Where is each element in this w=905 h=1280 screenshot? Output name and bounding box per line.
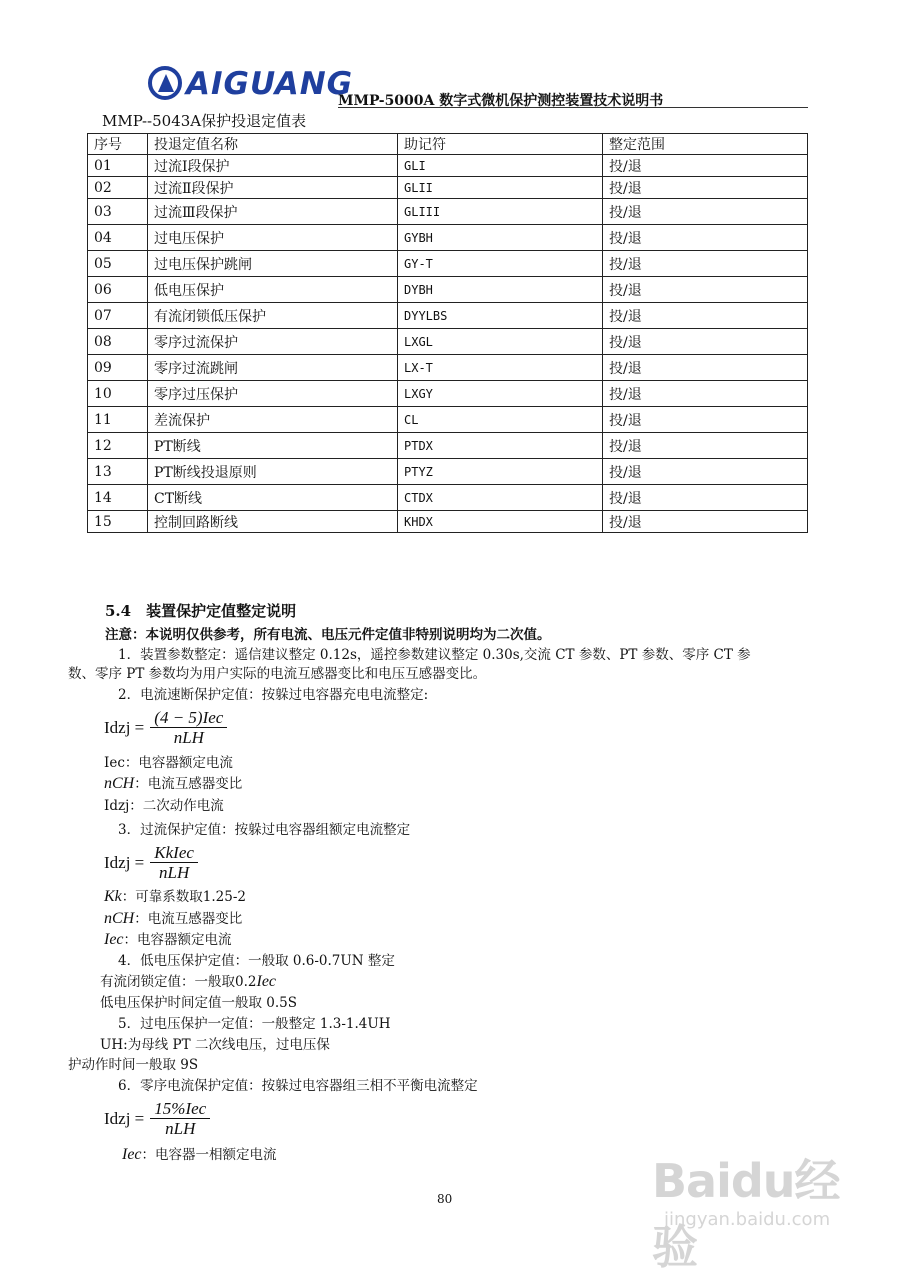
table-title: MMP--5043A保护投退定值表 <box>102 112 307 130</box>
cell-no: 13 <box>88 459 148 485</box>
cell-range: 投/退 <box>603 277 808 303</box>
table-header-row <box>88 134 808 155</box>
cell-no: 09 <box>88 355 148 381</box>
table-row <box>88 329 808 355</box>
cell-code: GLIII <box>398 199 603 225</box>
paragraph-2: 2．电流速断保护定值：按躲过电容器充电电流整定: <box>118 687 429 703</box>
cell-code: DYYLBS <box>398 303 603 329</box>
formula-numerator: 15%Iec <box>150 1099 210 1119</box>
column-header: 投退定值名称 <box>148 134 398 155</box>
table-row <box>88 485 808 511</box>
column-header: 助记符 <box>398 134 603 155</box>
formula-lhs: Idzj = <box>104 717 145 737</box>
table-row <box>88 225 808 251</box>
formula-lhs: Idzj = <box>104 852 145 872</box>
cell-name: 有流闭锁低压保护 <box>148 303 398 329</box>
paragraph-5: 5．过电压保护一定值：一般整定 1.3-1.4UH <box>118 1016 391 1032</box>
cell-no: 05 <box>88 251 148 277</box>
definition-kk: Kk：可靠系数取1.25-2 <box>104 888 246 905</box>
cell-no: 07 <box>88 303 148 329</box>
cell-name: 差流保护 <box>148 407 398 433</box>
cell-no: 02 <box>88 177 148 199</box>
cell-code: DYBH <box>398 277 603 303</box>
cell-no: 12 <box>88 433 148 459</box>
cell-name: CT断线 <box>148 485 398 511</box>
paragraph-3: 3．过流保护定值：按躲过电容器组额定电流整定 <box>118 822 411 838</box>
column-header: 序号 <box>88 134 148 155</box>
table-row <box>88 155 808 177</box>
cell-code: KHDX <box>398 511 603 533</box>
cell-name: 零序过压保护 <box>148 381 398 407</box>
definition-iec: Iec：电容器额定电流 <box>104 755 233 771</box>
section-heading: 5.4 装置保护定值整定说明 <box>105 602 297 620</box>
cell-code: LX-T <box>398 355 603 381</box>
protection-switch-table <box>87 133 808 533</box>
cell-range: 投/退 <box>603 511 808 533</box>
cell-code: LXGL <box>398 329 603 355</box>
cell-name: 零序过流跳闸 <box>148 355 398 381</box>
definition-idzj: Idzj：二次动作电流 <box>104 798 224 814</box>
logo-emblem-icon <box>148 66 182 100</box>
cell-no: 04 <box>88 225 148 251</box>
company-logo <box>148 66 354 106</box>
cell-name: 过流Ⅱ段保护 <box>148 177 398 199</box>
cell-code: GY-T <box>398 251 603 277</box>
cell-range: 投/退 <box>603 407 808 433</box>
header-divider <box>338 107 808 108</box>
table-row <box>88 407 808 433</box>
cell-no: 01 <box>88 155 148 177</box>
watermark-brand: Baidu经验 <box>652 1154 840 1274</box>
paragraph-4-line-2: 有流闭锁定值：一般取0.2Iec <box>100 973 277 990</box>
document-title: MMP-5000A 数字式微机保护测控装置技术说明书 <box>338 93 664 109</box>
paragraph-4-line-3: 低电压保护时间定值一般取 0.5S <box>100 995 298 1011</box>
cell-name: 零序过流保护 <box>148 329 398 355</box>
table-row <box>88 277 808 303</box>
cell-code: CL <box>398 407 603 433</box>
cell-code: LXGY <box>398 381 603 407</box>
cell-code: PTYZ <box>398 459 603 485</box>
cell-name: 过流Ⅰ段保护 <box>148 155 398 177</box>
definition-iec-phase: Iec：电容器一相额定电流 <box>122 1146 277 1163</box>
cell-name: 控制回路断线 <box>148 511 398 533</box>
paragraph-4: 4．低电压保护定值：一般取 0.6-0.7UN 整定 <box>118 953 395 969</box>
cell-code: GYBH <box>398 225 603 251</box>
cell-range: 投/退 <box>603 251 808 277</box>
cell-code: GLII <box>398 177 603 199</box>
cell-name: 低电压保护 <box>148 277 398 303</box>
table-row <box>88 433 808 459</box>
cell-range: 投/退 <box>603 177 808 199</box>
cell-range: 投/退 <box>603 355 808 381</box>
cell-range: 投/退 <box>603 225 808 251</box>
table-row <box>88 459 808 485</box>
formula-lhs: Idzj = <box>104 1108 145 1128</box>
cell-range: 投/退 <box>603 329 808 355</box>
paragraph-5-line-2: UH:为母线 PT 二次线电压，过电压保 <box>100 1037 330 1053</box>
column-header: 整定范围 <box>603 134 808 155</box>
cell-code: CTDX <box>398 485 603 511</box>
table-row <box>88 355 808 381</box>
cell-no: 15 <box>88 511 148 533</box>
watermark <box>652 1145 877 1274</box>
cell-no: 14 <box>88 485 148 511</box>
logo-text: AIGUANG <box>186 66 354 102</box>
formula-numerator: KkIec <box>150 843 198 863</box>
paragraph-6: 6．零序电流保护定值：按躲过电容器组三相不平衡电流整定 <box>118 1078 478 1094</box>
definition-iec: Iec：电容器额定电流 <box>104 931 232 948</box>
definition-nch: nCH：电流互感器变比 <box>104 910 243 927</box>
cell-range: 投/退 <box>603 199 808 225</box>
watermark-url: jingyan.baidu.com <box>664 1209 831 1230</box>
table-row <box>88 177 808 199</box>
table-row <box>88 251 808 277</box>
cell-no: 11 <box>88 407 148 433</box>
paragraph-1-line-1: 1．装置参数整定：遥信建议整定 0.12s，遥控参数建议整定 0.30s,交流 CT 参数、PT 参数、零序 CT 参 <box>118 647 751 663</box>
paragraph-5-line-3: 护动作时间一般取 9S <box>68 1057 199 1073</box>
formula-instant-overcurrent <box>104 708 227 747</box>
cell-no: 10 <box>88 381 148 407</box>
formula-zero-sequence <box>104 1099 210 1138</box>
cell-range: 投/退 <box>603 433 808 459</box>
cell-no: 08 <box>88 329 148 355</box>
cell-name: 过电压保护 <box>148 225 398 251</box>
cell-name: 过流Ⅲ段保护 <box>148 199 398 225</box>
cell-code: PTDX <box>398 433 603 459</box>
formula-denominator: nLH <box>173 728 204 747</box>
table-row <box>88 511 808 533</box>
note-text: 注意：本说明仅供参考，所有电流、电压元件定值非特别说明均为二次值。 <box>105 627 551 643</box>
cell-range: 投/退 <box>603 155 808 177</box>
cell-code: GLI <box>398 155 603 177</box>
formula-overcurrent <box>104 843 198 882</box>
formula-denominator: nLH <box>158 863 190 882</box>
cell-name: PT断线 <box>148 433 398 459</box>
cell-range: 投/退 <box>603 381 808 407</box>
cell-range: 投/退 <box>603 459 808 485</box>
cell-no: 06 <box>88 277 148 303</box>
cell-name: PT断线投退原则 <box>148 459 398 485</box>
formula-denominator: nLH <box>165 1119 196 1138</box>
page-number: 80 <box>437 1192 453 1206</box>
table-row <box>88 303 808 329</box>
table-row <box>88 199 808 225</box>
definition-nch: nCH：电流互感器变比 <box>104 775 243 792</box>
table-row <box>88 381 808 407</box>
formula-numerator: (4 − 5)Iec <box>150 708 227 728</box>
cell-no: 03 <box>88 199 148 225</box>
cell-name: 过电压保护跳闸 <box>148 251 398 277</box>
paragraph-1-line-2: 数、零序 PT 参数均为用户实际的电流互感器变比和电压互感器变比。 <box>68 666 487 682</box>
cell-range: 投/退 <box>603 485 808 511</box>
cell-range: 投/退 <box>603 303 808 329</box>
